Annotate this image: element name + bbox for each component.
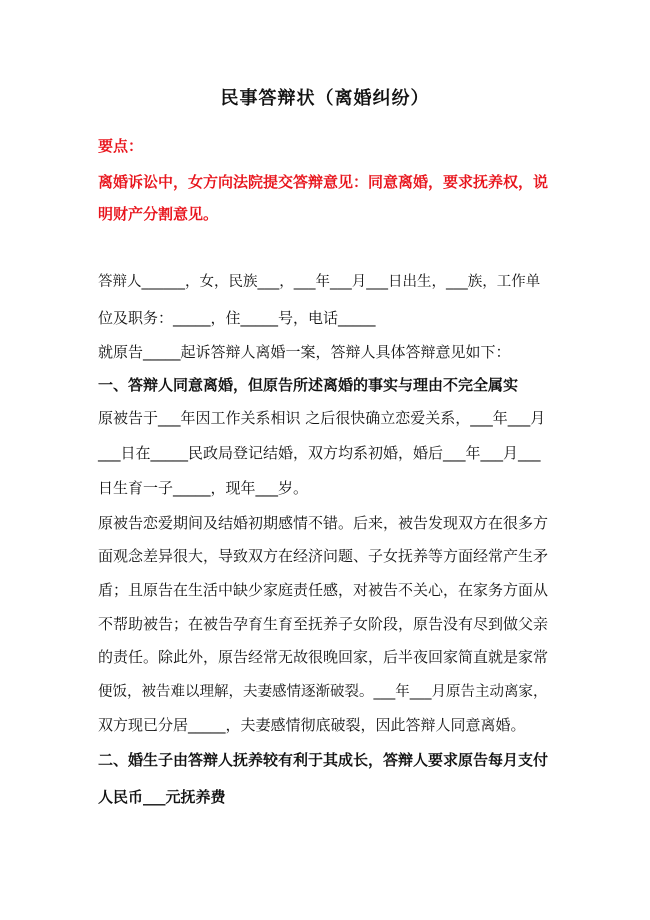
body-line: 答辩人______，女，民族___，___年___月___日出生，___族，工作单 [98,274,541,290]
document-title: 民事答辩状（离婚纠纷） [220,88,430,109]
section-heading: 一、答辩人同意离婚，但原告所述离婚的事实与理由不完全属实 [98,376,519,394]
section-heading: 人民币___元抚养费 [98,788,226,806]
body-line: ___日在_____民政局登记结婚，双方均系初婚，婚后___年___月___ [98,444,541,462]
body-line: 的责任。除此外，原告经常无故很晚回家，后半夜回家简直就是家常 [98,648,549,666]
body-line: 原被告于___年因工作关系相识 之后很快确立恋爱关系，___年___月 [98,409,546,427]
keypoint-line: 离婚诉讼中，女方向法院提交答辩意见：同意离婚，要求抚养权，说 [98,173,549,191]
body-line: 位及职务：_____，住_____号，电话_____ [98,309,376,327]
body-line: 不帮助被告；在被告孕育生育至抚养子女阶段，原告没有尽到做父亲 [98,615,549,633]
body-line: 面观念差异很大，导致双方在经济问题、子女抚养等方面经常产生矛 [98,547,549,565]
body-line: 日生育一子_____，现年___岁。 [98,479,309,497]
section-heading: 二、婚生子由答辩人抚养较有利于其成长，答辩人要求原告每月支付 [98,751,549,769]
body-line: 双方现已分居_____，夫妻感情彻底破裂，因此答辩人同意离婚。 [98,716,526,734]
body-line: 就原告_____起诉答辩人离婚一案，答辩人具体答辩意见如下： [98,343,511,361]
body-line: 盾；且原告在生活中缺少家庭责任感，对被告不关心，在家务方面从 [98,581,549,599]
keypoints-label: 要点： [98,137,144,155]
keypoint-line: 明财产分割意见。 [98,205,219,223]
body-line: 便饭，被告难以理解，夫妻感情逐渐破裂。___年___月原告主动离家， [98,684,548,700]
body-line: 原被告恋爱期间及结婚初期感情不错。后来，被告发现双方在很多方 [98,514,549,532]
